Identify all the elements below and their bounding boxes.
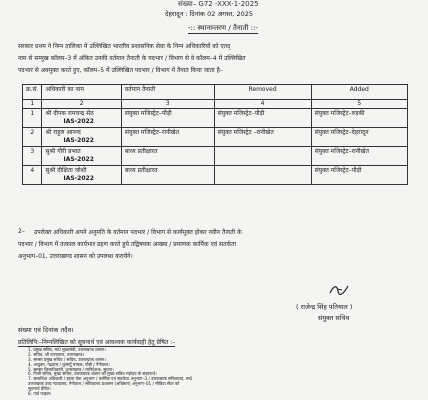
- table-header-row: [23, 85, 408, 100]
- officer-name: सुश्री गौरी प्रभात: [45, 148, 81, 155]
- col-number: 1: [23, 100, 42, 109]
- list-item: 7. सम्बन्धित अधिकारी / इरला चेक अनुभाग / कार्मिक एवं सतर्कता अनुभाग–3 / उत्तराखण्ड सचिवालय, मा0: [28, 376, 193, 382]
- para2-line-3: अनुभाग–01, उत्तराखण्ड शासन को उपलब्ध करायेंगे।: [18, 253, 133, 260]
- intro-line-2: नाम से सम्मुख कॉलम–3 में अंकित उनकी वर्तमान तैनाती के पदभार / विभाग से वे कॉलम–4 में उल्लिखित: [18, 55, 246, 62]
- current-posting: संयुक्त मजिस्ट्रेट–पौड़ी: [121, 109, 214, 128]
- row-sn: 3: [23, 147, 42, 166]
- officer-cell: [42, 109, 121, 128]
- officer-name: श्री राहुल आनन्द: [45, 129, 81, 136]
- removed-posting: संयुक्त मजिस्ट्रेट –रानीखेत: [214, 128, 311, 147]
- col-number: 3: [121, 100, 214, 109]
- list-item: 2. सचिव, श्री राज्यपाल, उत्तराखण्ड।: [28, 351, 85, 357]
- list-item: सूचनार्थ प्रेषित।: [28, 386, 51, 392]
- table-row: [23, 147, 408, 166]
- signatory-designation: संयुक्त सचिव: [318, 314, 350, 322]
- officer-batch: IAS-2022: [63, 175, 94, 182]
- header-current: वर्तमान तैनाती: [121, 85, 214, 100]
- place-date: देहरादून : दिनांक 02 अगस्त, 2025: [165, 10, 253, 18]
- added-posting: संयुक्त मजिस्ट्रेट–देहरादून: [311, 128, 407, 147]
- officer-batch: IAS-2022: [63, 137, 94, 144]
- row-sn: 1: [23, 109, 42, 128]
- header-sn: क्र.सं.: [23, 85, 42, 100]
- header-added: Added: [311, 85, 407, 100]
- dispatch-intro: प्रतिलिपि:–निम्नलिखित को सूचनार्थ एवं आवश्यक कार्यवाही हेतु प्रेषित :–: [18, 339, 176, 346]
- added-posting: संयुक्त मजिस्ट्रेट–पौड़ी: [311, 166, 407, 185]
- table-row: [23, 166, 408, 185]
- transfer-table: [22, 84, 408, 185]
- officer-name: श्री दीपक रामचन्द्र सेठ: [45, 110, 94, 117]
- list-item: उत्तराखण्ड उच्च न्यायालय, नैनीताल / सचिवालय प्रशासन (अधिष्ठान) अनुभाग–01 / मीडिया सेंटर को: [28, 381, 180, 387]
- list-item: 4. आयुक्त, गढ़वाल / कुमायूँ मण्डल, पौड़ी / नैनीताल।: [28, 361, 110, 367]
- column-number-row: [23, 100, 408, 109]
- removed-posting: [214, 166, 311, 185]
- removed-posting: [214, 147, 311, 166]
- list-item: 6. निजी सचिव, मुख्य सचिव, उत्तराखण्ड शासन को मुख्य सचिव महोदय के संज्ञानार्थ।: [28, 371, 157, 377]
- para2-number: 2–: [18, 228, 25, 235]
- row-sn: 4: [23, 166, 42, 185]
- current-posting: बाध्य प्रतीक्षारत: [121, 147, 214, 166]
- header-name: अधिकारी का नाम: [42, 85, 121, 100]
- para2-line-2: पदभार / विभाग में तत्काल कार्यभार ग्रहण करते हुये तद्विषयक आख्या / प्रमाणक कार्मिक एवं सतर्कता: [18, 241, 237, 248]
- table-row: [23, 109, 408, 128]
- added-posting: संयुक्त मजिस्ट्रेट–रानीखेत: [311, 147, 407, 166]
- table-row: [23, 128, 408, 147]
- reference-number: संख्या– G72 -XXX-1-2025: [178, 0, 259, 8]
- signature-mark: [328, 283, 350, 297]
- col-number: 5: [311, 100, 407, 109]
- intro-line-3: पदभार से अवमुक्त करते हुए, कॉलम–5 में उल्लिखित पदभार / विभाग में तैनात किया जाता है–: [18, 67, 223, 74]
- list-item: 8. गार्ड फाइल।: [28, 391, 52, 396]
- row-sn: 2: [23, 128, 42, 147]
- list-item: 3. समस्त प्रमुख सचिव / सचिव, उत्तराखण्ड शासन।: [28, 356, 106, 362]
- officer-batch: IAS-2022: [63, 156, 94, 163]
- officer-batch: IAS-2022: [63, 118, 94, 125]
- col-number: 2: [42, 100, 121, 109]
- list-item: 5. समस्त जिलाधिकारी, उत्तराखण्ड / मानिदेशक, सूचना।: [28, 366, 114, 372]
- current-posting: बाध्य प्रतीक्षारत: [121, 166, 214, 185]
- intro-line-1: सरकार प्रथम ने निम्न तालिका में उल्लिखित भारतीय प्रशासनिक सेवा के निम्न अधिकारियों को एतद्: [18, 43, 231, 50]
- col-number: 4: [214, 100, 311, 109]
- signatory-name: ( राजेन्द्र सिंह पतियाल ): [296, 303, 353, 311]
- officer-cell: [42, 147, 121, 166]
- removed-posting: संयुक्त मजिस्ट्रेट–पौड़ी: [214, 109, 311, 128]
- list-item: 1. प्रमुख सचिव, मा0 मुख्यमंत्री, उत्तराखण्ड शासन।: [28, 347, 106, 352]
- added-posting: संयुक्त मजिस्ट्रेट–रुड़की: [311, 109, 407, 128]
- officer-cell: [42, 128, 121, 147]
- para2-line-1: उपरोक्त अधिकारी अपने अनुमति के वर्तमान पदभार / विभाग से कार्यमुक्त होकर नवीन तैनाती के: [34, 229, 242, 236]
- order-subject: -:: स्थानान्तरण / तैनाती ::-: [188, 24, 258, 32]
- officer-name: सुश्री दीक्षिता जोशी: [45, 167, 87, 174]
- header-removed: Removed: [214, 85, 311, 100]
- officer-cell: [42, 166, 121, 185]
- dispatch-heading: संख्या एवं दिनांक तदैव।: [18, 326, 74, 334]
- current-posting: संयुक्त मजिस्ट्रेट–रानीखेत: [121, 128, 214, 147]
